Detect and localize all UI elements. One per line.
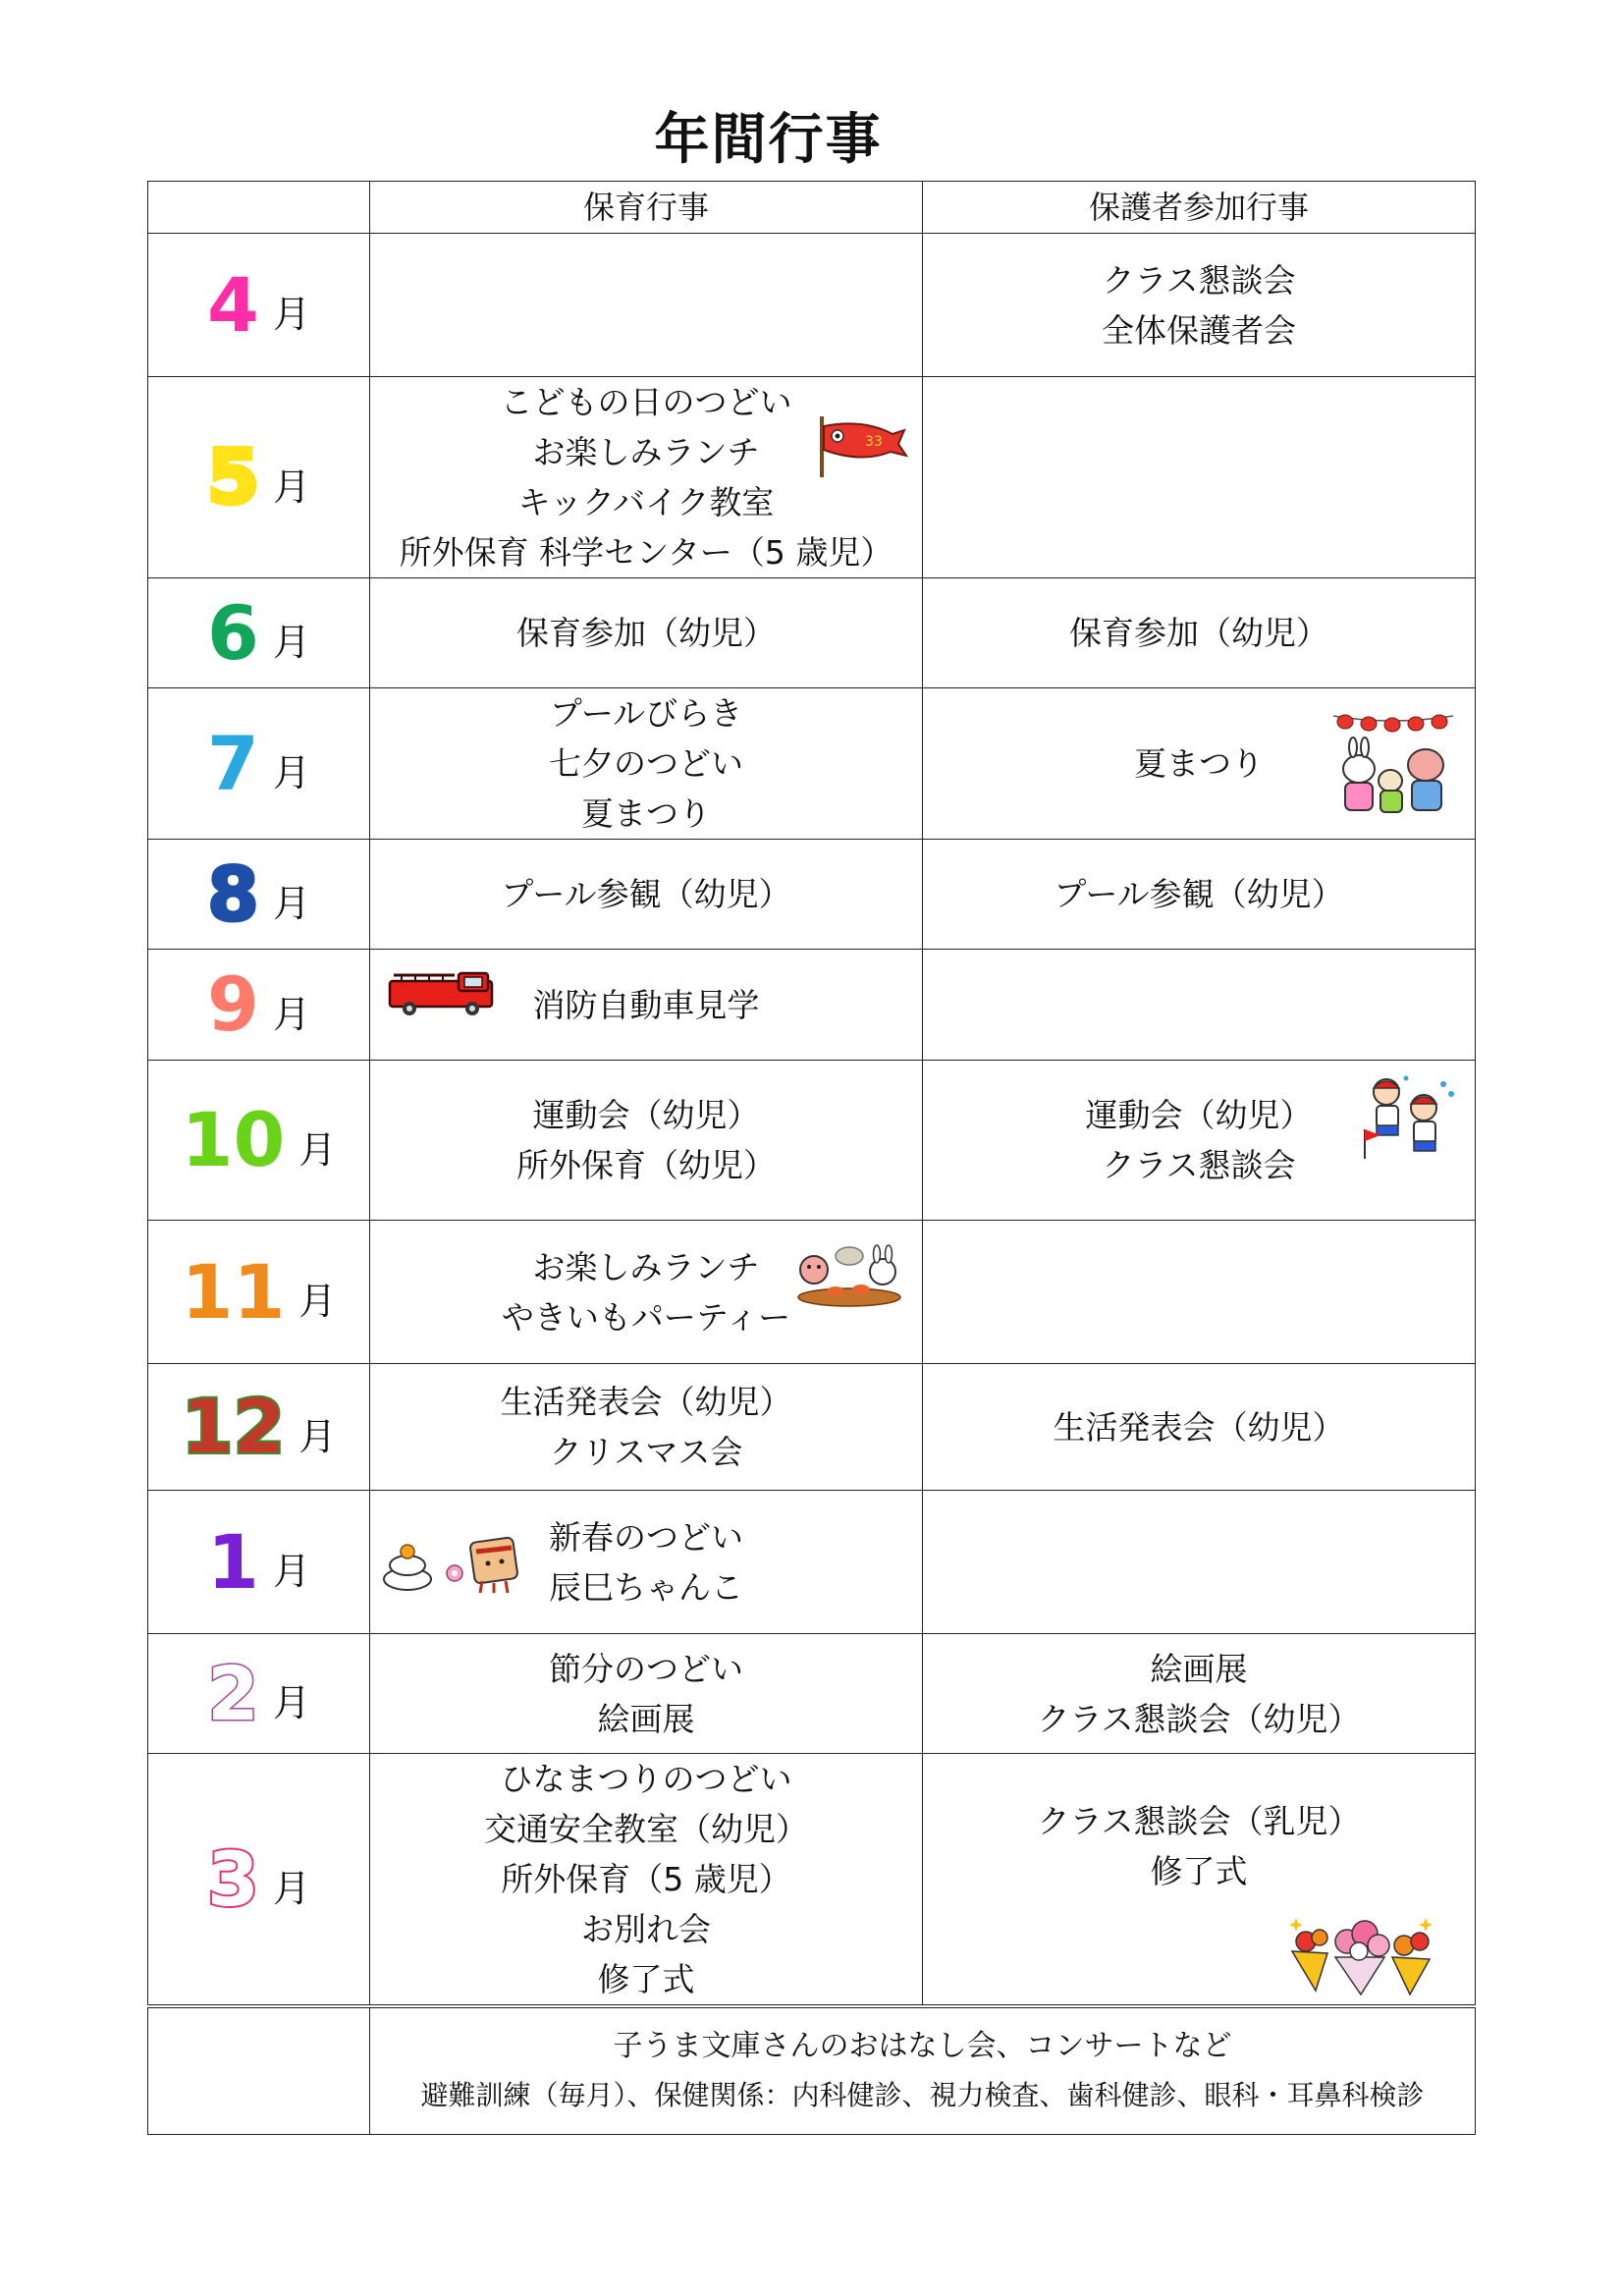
parents-cell-march [923, 1754, 1476, 2007]
table-row-november [148, 1221, 1476, 1364]
parents-cell-november [923, 1221, 1476, 1364]
month-unit: 月 [298, 1414, 337, 1458]
parents-cell-october [923, 1061, 1476, 1221]
event-item: クラス懇談会 [1102, 260, 1296, 300]
event-item: 絵画展 [1150, 1649, 1248, 1688]
parents-cell-may [923, 377, 1476, 578]
month-number: 1 [207, 1517, 259, 1606]
childcare-cell-august [370, 840, 923, 950]
annual-events-table [147, 181, 1476, 2135]
parents-cell-april [923, 234, 1476, 377]
month-number: 10 [181, 1096, 286, 1183]
table-row-may [148, 377, 1476, 578]
month-unit: 月 [272, 1550, 310, 1593]
festival-animals-icon [1329, 708, 1457, 818]
month-cell-april [148, 234, 370, 377]
header-parent-events: 保護者参加行事 [923, 182, 1476, 234]
month-number: 8 [207, 849, 259, 938]
event-item: 保育参加（幼児） [516, 614, 776, 652]
month-number: 4 [207, 260, 259, 349]
event-item: 生活発表会（幼児） [500, 1383, 792, 1421]
childcare-cell-september [370, 950, 923, 1061]
event-item: 生活発表会（幼児） [1053, 1407, 1345, 1447]
month-cell-july [148, 688, 370, 840]
month-cell-january [148, 1491, 370, 1634]
parents-cell-january [923, 1491, 1476, 1634]
event-item: 交通安全教室（幼児） [484, 1810, 808, 1848]
month-cell-december [148, 1364, 370, 1491]
childcare-cell-november [370, 1221, 923, 1364]
childcare-cell-june [370, 578, 923, 688]
event-item: 所外保育（5 歳児） [501, 1860, 791, 1898]
table-row-january [148, 1491, 1476, 1634]
table-row-footer [148, 2006, 1476, 2134]
table-row-june [148, 578, 1476, 688]
parents-cell-february [923, 1634, 1476, 1754]
month-number: 6 [207, 588, 259, 677]
childcare-cell-july [370, 688, 923, 840]
event-item: 夏まつり [1134, 744, 1264, 783]
childcare-cell-may [370, 377, 923, 578]
event-item: 運動会（幼児） [1085, 1096, 1313, 1134]
carp-streamer-icon [814, 412, 908, 481]
event-item: 所外保育（幼児） [516, 1146, 776, 1184]
month-cell-august [148, 840, 370, 950]
month-number: 12 [181, 1383, 286, 1470]
month-unit: 月 [272, 1681, 310, 1724]
event-item: 修了式 [597, 1960, 695, 1998]
event-item: 全体保護者会 [1102, 310, 1296, 350]
month-unit: 月 [272, 621, 310, 664]
parents-cell-december [923, 1364, 1476, 1491]
month-number: 3 [207, 1834, 259, 1923]
event-item: お別れ会 [581, 1910, 711, 1948]
month-cell-november [148, 1221, 370, 1364]
table-row-september [148, 950, 1476, 1061]
event-item: 節分のつどい [549, 1649, 743, 1688]
fire-truck-icon [386, 967, 498, 1018]
childcare-cell-april [370, 234, 923, 377]
childcare-cell-december [370, 1364, 923, 1491]
event-item: クラス懇談会（幼児） [1037, 1699, 1361, 1738]
parents-cell-june [923, 578, 1476, 688]
month-unit: 月 [272, 751, 310, 794]
month-cell-october [148, 1061, 370, 1221]
month-number: 2 [207, 1649, 259, 1737]
event-item: やきいもパーティー [501, 1297, 791, 1337]
month-unit: 月 [298, 1280, 337, 1323]
event-item: こどもの日のつどい [500, 383, 792, 421]
event-item: 運動会（幼児） [532, 1096, 760, 1134]
event-item: キックバイク教室 [517, 483, 775, 521]
table-row-march [148, 1754, 1476, 2007]
footer-notes-cell [370, 2006, 1476, 2134]
svg-text:33: 33 [865, 434, 883, 450]
new-year-mochi-icon [378, 1530, 525, 1595]
month-number: 5 [207, 433, 259, 520]
event-item: お楽しみランチ [532, 433, 760, 471]
month-cell-september [148, 950, 370, 1061]
footer-note: 避難訓練（毎月）、保健関係：内科健診、視力検査、歯科健診、眼科・耳鼻科検診 [420, 2078, 1425, 2111]
childcare-cell-january [370, 1491, 923, 1634]
event-item: 絵画展 [597, 1699, 695, 1738]
header-childcare-events: 保育行事 [370, 182, 923, 234]
event-item: 新春のつどい [549, 1517, 743, 1557]
table-row-december [148, 1364, 1476, 1491]
month-cell-march [148, 1754, 370, 2007]
flower-bouquet-icon [1282, 1912, 1439, 1996]
event-item: 七夕のつどい [549, 744, 743, 783]
parents-cell-september [923, 950, 1476, 1061]
header-blank-cell [148, 182, 370, 234]
table-row-april [148, 234, 1476, 377]
event-item: お楽しみランチ [532, 1247, 760, 1286]
childcare-cell-march [370, 1754, 923, 2007]
event-item: 辰巳ちゃんこ [549, 1567, 743, 1607]
month-number: 9 [207, 960, 259, 1048]
event-item: クリスマス会 [549, 1433, 743, 1471]
table-row-august [148, 840, 1476, 950]
event-item: 所外保育 科学センター（5 歳児） [399, 533, 893, 572]
table-row-february [148, 1634, 1476, 1754]
month-unit: 月 [272, 1867, 310, 1910]
month-cell-june [148, 578, 370, 688]
footer-blank-cell [148, 2006, 370, 2134]
footer-note: 子うま文庫さんのおはなし会、コンサートなど [613, 2028, 1232, 2063]
page-title: 年間行事 [654, 108, 883, 172]
table-row-october [148, 1061, 1476, 1221]
event-item: 夏まつり [581, 794, 711, 833]
event-item: 修了式 [1150, 1851, 1248, 1890]
event-item: プールびらき [549, 694, 743, 733]
event-item: プール参観（幼児） [1054, 875, 1344, 913]
month-cell-february [148, 1634, 370, 1754]
month-cell-may [148, 377, 370, 578]
table-header-row [148, 182, 1476, 234]
event-item: プール参観（幼児） [501, 875, 791, 913]
parents-cell-august [923, 840, 1476, 950]
month-number: 11 [181, 1247, 286, 1336]
event-item: 保育参加（幼児） [1069, 614, 1328, 652]
event-item: クラス懇談会 [1102, 1146, 1296, 1184]
month-unit: 月 [272, 882, 310, 925]
month-number: 7 [207, 719, 259, 807]
parents-cell-july [923, 688, 1476, 840]
month-unit: 月 [272, 293, 310, 336]
event-item: ひなまつりのつどい [500, 1760, 792, 1798]
running-children-icon [1359, 1070, 1457, 1165]
month-unit: 月 [298, 1127, 337, 1172]
childcare-cell-october [370, 1061, 923, 1221]
month-unit: 月 [272, 465, 310, 509]
autumn-animals-icon [792, 1242, 906, 1307]
event-item: クラス懇談会（乳児） [1037, 1801, 1361, 1840]
month-unit: 月 [272, 992, 310, 1036]
childcare-cell-february [370, 1634, 923, 1754]
event-item: 消防自動車見学 [532, 985, 760, 1024]
table-row-july [148, 688, 1476, 840]
